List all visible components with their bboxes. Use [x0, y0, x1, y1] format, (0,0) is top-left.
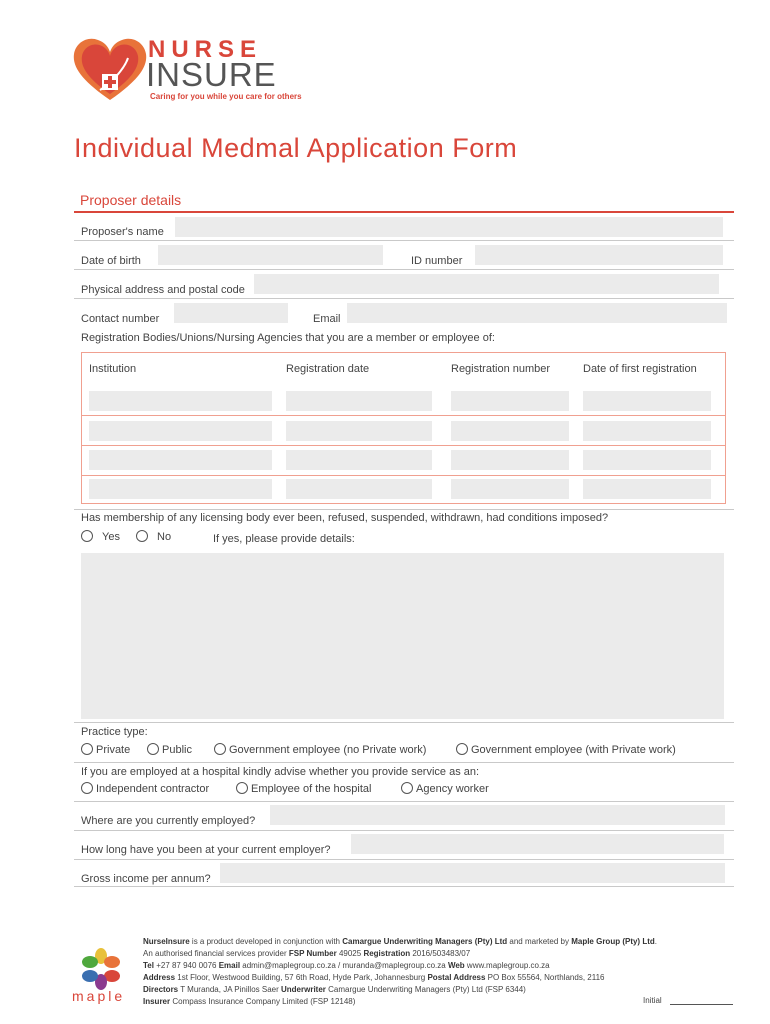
- initial-line[interactable]: [670, 1004, 733, 1005]
- col-header-registration-date: Registration date: [286, 363, 370, 375]
- logo-tagline: Caring for you while you care for others: [150, 92, 302, 101]
- col-header-registration-number: Registration number: [451, 363, 551, 375]
- maple-wordmark: maple: [72, 988, 126, 1004]
- gov-no-private-label: Government employee (no Private work): [229, 744, 427, 756]
- logo-line2: INSURE: [146, 56, 277, 93]
- proposer-name-label: Proposer's name: [81, 226, 164, 238]
- practice-gov-no-private-option[interactable]: [214, 743, 426, 756]
- id-number-label: ID number: [411, 255, 463, 267]
- maple-flower-icon: [68, 948, 134, 990]
- public-radio[interactable]: [147, 743, 159, 755]
- contact-field[interactable]: [174, 303, 288, 323]
- gov-private-radio[interactable]: [456, 743, 468, 755]
- divider: [74, 509, 734, 510]
- proposer-name-field[interactable]: [175, 217, 723, 237]
- no-radio[interactable]: [136, 530, 148, 542]
- independent-label: Independent contractor: [96, 783, 210, 795]
- employee-label: Employee of the hospital: [251, 783, 372, 795]
- footer-line-1: NurseInsure is a product developed in conjunction with Camargue Underwriting Managers (Pty) Ltd and marketed by Maple Group (Pty) Ltd.: [143, 937, 657, 946]
- independent-radio[interactable]: [81, 782, 93, 794]
- registration-number-field-1[interactable]: [451, 391, 569, 411]
- table-row-divider: [81, 445, 726, 446]
- gross-income-field[interactable]: [220, 863, 725, 883]
- dob-label: Date of birth: [81, 255, 141, 267]
- practice-private-option[interactable]: [81, 743, 130, 756]
- table-row-divider: [81, 415, 726, 416]
- employment-duration-field[interactable]: [351, 834, 724, 854]
- divider: [74, 886, 734, 887]
- footer-line-2: An authorised financial services provider FSP Number 49025 Registration 2016/503483/07: [143, 949, 471, 958]
- institution-field-4[interactable]: [89, 479, 272, 499]
- employment-duration-label: How long have you been at your current employer?: [81, 844, 331, 856]
- registration-date-field-1[interactable]: [286, 391, 432, 411]
- membership-question: Has membership of any licensing body ever been, refused, suspended, withdrawn, had conditions imposed?: [81, 512, 609, 524]
- divider: [74, 830, 734, 831]
- registration-date-field-4[interactable]: [286, 479, 432, 499]
- registration-date-field-2[interactable]: [286, 421, 432, 441]
- hospital-agency-option[interactable]: [401, 782, 489, 795]
- first-registration-field-3[interactable]: [583, 450, 711, 470]
- email-field[interactable]: [347, 303, 727, 323]
- hospital-employee-option[interactable]: [236, 782, 371, 795]
- hospital-question: If you are employed at a hospital kindly advise whether you provide service as an:: [81, 766, 480, 778]
- private-label: Private: [96, 744, 131, 756]
- email-label: Email: [313, 313, 341, 325]
- practice-public-option[interactable]: [147, 743, 192, 756]
- first-registration-field-4[interactable]: [583, 479, 711, 499]
- registration-intro: Registration Bodies/Unions/Nursing Agencies that you are a member or employee of:: [81, 332, 495, 344]
- divider: [74, 240, 734, 241]
- heart-cross-icon: [70, 34, 150, 104]
- table-row-divider: [81, 475, 726, 476]
- address-label: Physical address and postal code: [81, 284, 245, 296]
- first-registration-field-1[interactable]: [583, 391, 711, 411]
- divider: [74, 298, 734, 299]
- id-number-field[interactable]: [475, 245, 723, 265]
- current-employer-field[interactable]: [270, 805, 725, 825]
- gov-private-label: Government employee (with Private work): [471, 744, 676, 756]
- divider: [74, 269, 734, 270]
- section-divider: [74, 211, 734, 213]
- initial-label: Initial: [643, 996, 662, 1005]
- details-textarea[interactable]: [81, 553, 724, 719]
- details-label: If yes, please provide details:: [213, 533, 355, 545]
- section-heading: Proposer details: [80, 192, 182, 208]
- first-registration-field-2[interactable]: [583, 421, 711, 441]
- current-employer-label: Where are you currently employed?: [81, 815, 256, 827]
- public-label: Public: [162, 744, 192, 756]
- footer-line-6: Insurer Compass Insurance Company Limited (FSP 12148): [143, 997, 356, 1006]
- institution-field-3[interactable]: [89, 450, 272, 470]
- hospital-independent-option[interactable]: [81, 782, 209, 795]
- registration-number-field-3[interactable]: [451, 450, 569, 470]
- dob-field[interactable]: [158, 245, 383, 265]
- page-title: Individual Medmal Application Form: [74, 133, 518, 163]
- private-radio[interactable]: [81, 743, 93, 755]
- yes-label: Yes: [102, 531, 120, 543]
- gross-income-label: Gross income per annum?: [81, 873, 211, 885]
- col-header-institution: Institution: [89, 363, 137, 375]
- membership-no-option[interactable]: [136, 530, 171, 543]
- practice-gov-private-option[interactable]: [456, 743, 676, 756]
- membership-yes-option[interactable]: [81, 530, 120, 543]
- address-field[interactable]: [254, 274, 719, 294]
- divider: [74, 762, 734, 763]
- divider: [74, 801, 734, 802]
- practice-type-label: Practice type:: [81, 726, 148, 738]
- registration-date-field-3[interactable]: [286, 450, 432, 470]
- contact-label: Contact number: [81, 313, 160, 325]
- logo-line1: NURSE: [148, 36, 263, 63]
- registration-number-field-4[interactable]: [451, 479, 569, 499]
- agency-radio[interactable]: [401, 782, 413, 794]
- gov-no-private-radio[interactable]: [214, 743, 226, 755]
- footer-line-3: Tel +27 87 940 0076 Email admin@maplegroup.co.za / muranda@maplegroup.co.za Web www.maplegroup.co.za: [143, 961, 550, 970]
- footer-line-5: Directors T Muranda, JA Pinillos Saer Underwriter Camargue Underwriting Managers (Pty) Ltd (FSP 6344): [143, 985, 526, 994]
- yes-radio[interactable]: [81, 530, 93, 542]
- divider: [74, 859, 734, 860]
- no-label: No: [157, 531, 172, 543]
- footer-line-4: Address 1st Floor, Westwood Building, 57 6th Road, Hyde Park, Johannesburg Postal Address PO Box 55564, Northlands, 2116: [143, 973, 605, 982]
- institution-field-1[interactable]: [89, 391, 272, 411]
- employee-radio[interactable]: [236, 782, 248, 794]
- registration-number-field-2[interactable]: [451, 421, 569, 441]
- divider: [74, 722, 734, 723]
- col-header-first-registration: Date of first registration: [583, 363, 697, 375]
- nurse-insure-logo: [70, 34, 302, 104]
- maple-logo: [68, 948, 134, 1006]
- agency-label: Agency worker: [416, 783, 489, 795]
- institution-field-2[interactable]: [89, 421, 272, 441]
